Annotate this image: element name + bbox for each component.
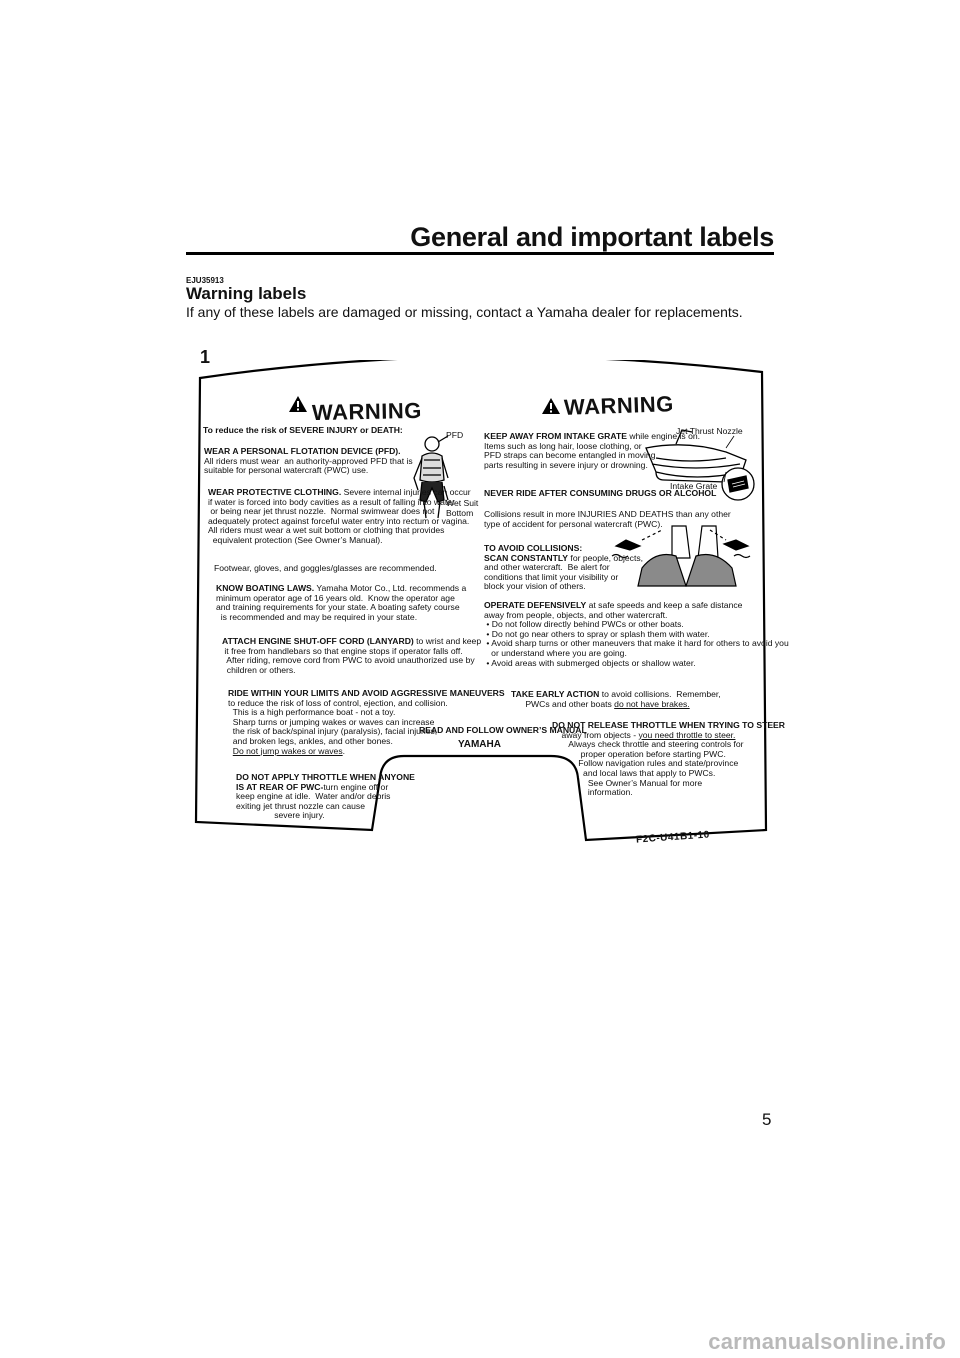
callout-jet-thrust-nozzle: Jet Thrust Nozzle bbox=[676, 426, 743, 436]
callout-wet-suit: Wet Suit Bottom bbox=[446, 498, 479, 518]
page-header-title: General and important labels bbox=[410, 222, 774, 252]
section-intro: If any of these labels are damaged or missing, contact a Yamaha dealer for replacements. bbox=[186, 304, 743, 320]
label-intake-grate: KEEP AWAY FROM INTAKE GRATE while engine is on. Items such as long hair, loose clothing, or PFD straps can become entangled in moving parts resulting in severe injury or drowning. bbox=[484, 431, 701, 470]
label-clothing: WEAR PROTECTIVE CLOTHING. Severe internal injuries can occur if water is forced into body cavities as a result of falling into water or being near jet thrust nozzle. Normal swimwear does not adequately protect against forceful water entry into rectum or vagina. All riders must wear a wet suit bottom or clothing that provides equivalent protection (See Owner’s Manual). bbox=[208, 487, 471, 545]
label-early-action: TAKE EARLY ACTION to avoid collisions. Remember, PWCs and other boats do not have brakes. bbox=[511, 689, 721, 709]
section-code: EJU35913 bbox=[186, 276, 224, 285]
label-part-code: F2C-U41B1-10 bbox=[635, 829, 711, 846]
label-pfd: WEAR A PERSONAL FLOTATION DEVICE (PFD). All riders must wear an authority-approved PFD that is suitable for personal watercraft (PWC) use. bbox=[204, 446, 413, 476]
label-avoid-collisions: TO AVOID COLLISIONS: SCAN CONSTANTLY for people, objects, and other watercraft. Be alert for conditions that limit your visibility or block your vision of others. bbox=[484, 543, 644, 592]
label-brand: YAMAHA bbox=[458, 739, 501, 750]
page-number: 5 bbox=[762, 1110, 772, 1129]
label-release-throttle: DO NOT RELEASE THROTTLE WHEN TRYING TO STEER away from objects - you need throttle to steer. Always check throttle and steering controls for proper operation before starting PWC. Follow navigation rules and state/province and local laws that apply to PWCs. See Owner’s Manual for more information. bbox=[552, 720, 785, 798]
label-shutoff-cord: ATTACH ENGINE SHUT-OFF CORD (LANYARD) to wrist and keep it free from handlebars so that engine stops if operator falls off. After riding, remove cord from PWC to avoid unauthorized use by children or others. bbox=[222, 636, 482, 675]
label-ride-limits: RIDE WITHIN YOUR LIMITS AND AVOID AGGRESSIVE MANEUVERS to reduce the risk of loss of control, ejection, and collision. This is a high performance boat - not a toy. Sharp turns or jumping wakes or waves can increase the risk of back/spinal injury (paralysis), facial injuries, and broken legs, ankles, and other bones. Do not jump wakes or waves. bbox=[228, 688, 505, 756]
label-throttle-rear: DO NOT APPLY THROTTLE WHEN ANYONE IS AT REAR OF PWC-turn engine off or keep engine at idle. Water and/or debris exiting jet thrust nozzle can cause severe injury. bbox=[236, 772, 415, 821]
label-footwear: Footwear, gloves, and goggles/glasses are recommended. bbox=[214, 563, 437, 573]
label-drugs: NEVER RIDE AFTER CONSUMING DRUGS OR ALCOHOL bbox=[484, 488, 717, 498]
warning-heading-right: WARNING bbox=[563, 391, 675, 420]
label-operate-defensively: OPERATE DEFENSIVELY at safe speeds and keep a safe distance away from people, objects, and other watercraft. • Do not follow directly behind PWCs or other boats. • Do not go near others to spray or splash them with water. • Avoid sharp turns or other maneuvers that make it hard for others to avoid you or understand where you are going. • Avoid areas with submerged objects or shallow water. bbox=[484, 600, 789, 668]
label-read-manual: READ AND FOLLOW OWNER’S MANUAL bbox=[419, 725, 587, 735]
label-boating-laws: KNOW BOATING LAWS. Yamaha Motor Co., Ltd. recommends a minimum operator age of 16 years old. Know the operator age and training requirements for your state. A boating safety course is recommended and may be required in your state. bbox=[216, 583, 467, 622]
warning-heading-left: WARNING bbox=[311, 397, 423, 426]
section-title: Warning labels bbox=[186, 284, 307, 303]
label-intro: To reduce the risk of SEVERE INJURY or DEATH: bbox=[203, 425, 403, 435]
callout-pfd: PFD bbox=[446, 430, 464, 440]
label-collisions-stat: Collisions result in more INJURIES AND DEATHS than any other type of accident for personal watercraft (PWC). bbox=[484, 509, 731, 529]
figure-number: 1 bbox=[200, 347, 211, 367]
header-rule bbox=[186, 252, 774, 255]
callout-intake-grate: Intake Grate bbox=[670, 481, 718, 491]
